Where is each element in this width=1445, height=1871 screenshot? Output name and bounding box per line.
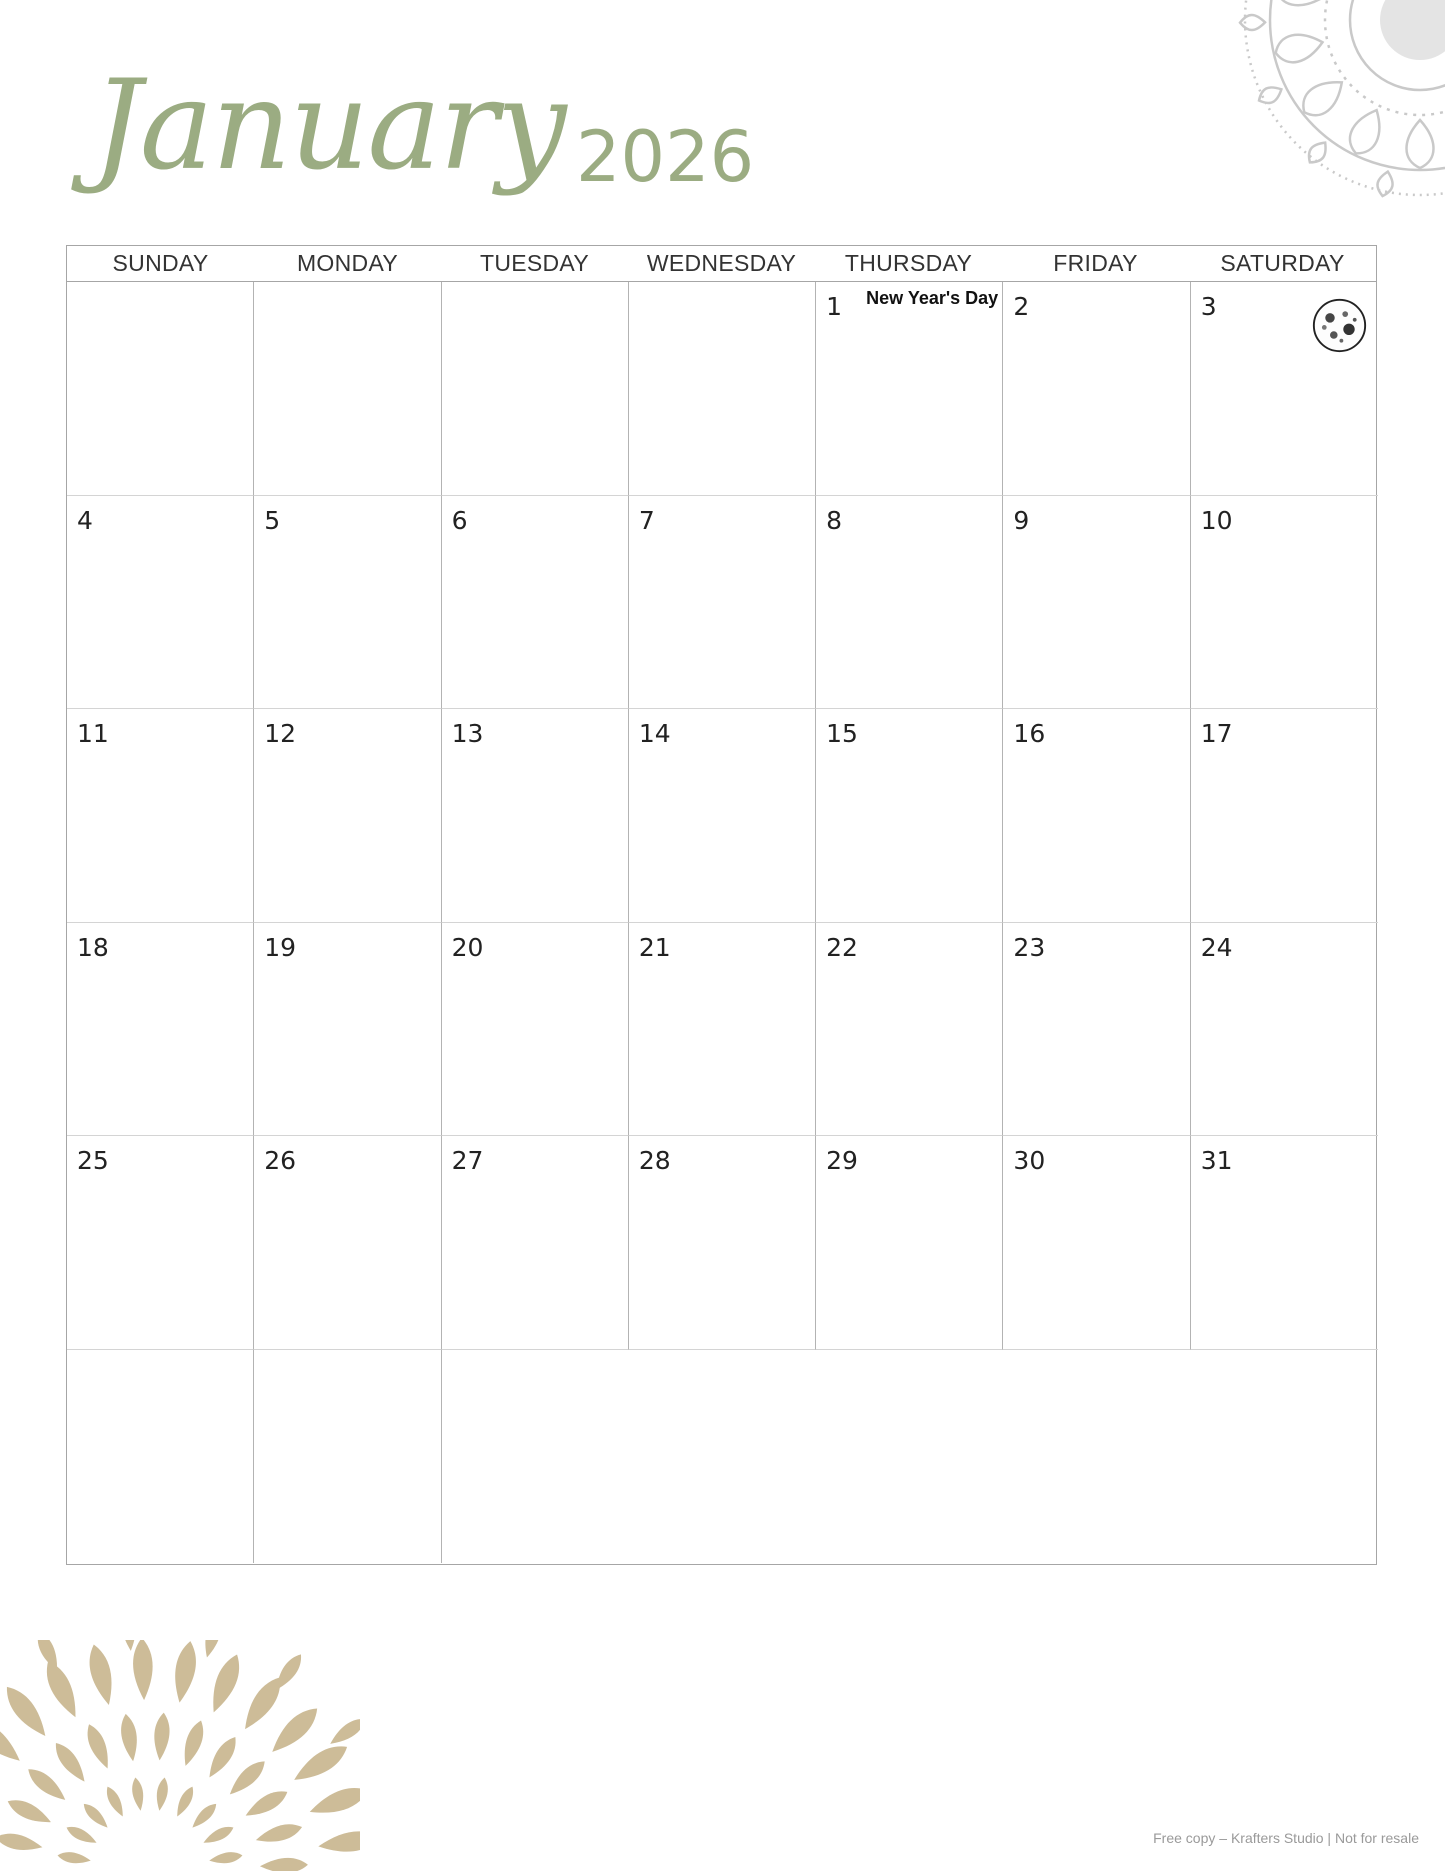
day-cell <box>442 282 629 496</box>
day-cell <box>1191 1136 1378 1350</box>
day-cell <box>1003 1136 1190 1350</box>
day-cell <box>1003 496 1190 710</box>
day-number: 10 <box>1200 505 1233 535</box>
month-title: January <box>92 54 565 198</box>
day-cell <box>1003 282 1190 496</box>
holiday-label: New Year's Day <box>866 288 999 308</box>
day-cell <box>254 709 441 923</box>
day-cell <box>67 282 254 496</box>
day-number: 20 <box>451 932 484 962</box>
day-number: 4 <box>77 505 93 535</box>
day-number: 9 <box>1013 505 1030 535</box>
day-cell <box>1191 923 1378 1137</box>
day-cell <box>629 709 816 923</box>
day-cell <box>1003 923 1190 1137</box>
day-cell <box>1003 709 1190 923</box>
petal-burst-decoration-icon <box>0 1640 360 1871</box>
day-number: 15 <box>826 719 858 748</box>
weekday-wednesday: WEDNESDAY <box>646 250 797 276</box>
empty-day-cell <box>254 1350 441 1564</box>
day-cell <box>442 709 629 923</box>
weekday-tuesday: TUESDAY <box>479 250 590 276</box>
day-cell <box>816 1136 1003 1350</box>
day-number: 2 <box>1013 292 1030 321</box>
day-number: 8 <box>826 505 843 535</box>
day-number: 7 <box>638 505 655 535</box>
day-number: 17 <box>1200 719 1233 748</box>
day-cell <box>254 496 441 710</box>
day-cell <box>816 282 1003 496</box>
day-number: 30 <box>1013 1146 1046 1175</box>
day-cell <box>816 923 1003 1137</box>
day-number: 18 <box>77 932 109 962</box>
mandala-decoration-icon <box>1170 0 1445 285</box>
day-number: 24 <box>1200 932 1233 962</box>
notes-area <box>442 1350 1378 1564</box>
day-cell <box>629 282 816 496</box>
day-number: 1 <box>826 292 843 321</box>
day-number: 6 <box>451 505 468 535</box>
day-number: 19 <box>264 932 297 962</box>
day-number: 16 <box>1013 719 1046 748</box>
day-cell <box>1191 496 1378 710</box>
day-cell <box>67 1136 254 1350</box>
empty-day-cell <box>67 1350 254 1564</box>
day-number: 21 <box>638 932 671 962</box>
day-cell <box>1191 282 1378 496</box>
day-number: 22 <box>826 932 858 962</box>
day-cell <box>629 496 816 710</box>
weekday-header-row <box>67 246 1376 282</box>
calendar-grid <box>66 245 1377 1565</box>
day-number: 31 <box>1200 1146 1233 1175</box>
day-cell <box>1191 709 1378 923</box>
weekday-saturday: SATURDAY <box>1220 250 1345 276</box>
day-cell <box>254 1136 441 1350</box>
full-moon-icon <box>1311 297 1368 354</box>
day-cell <box>442 496 629 710</box>
day-number: 3 <box>1200 292 1217 321</box>
day-number: 27 <box>451 1146 484 1175</box>
day-cell <box>254 282 441 496</box>
day-cell <box>629 1136 816 1350</box>
day-cell <box>442 923 629 1137</box>
year-title: 2026 <box>576 116 755 198</box>
day-cells <box>67 282 1376 1563</box>
day-number: 5 <box>264 505 281 535</box>
weekday-thursday: THURSDAY <box>844 250 973 276</box>
day-cell <box>67 923 254 1137</box>
day-cell <box>254 923 441 1137</box>
day-number: 23 <box>1013 932 1046 962</box>
day-cell <box>629 923 816 1137</box>
weekday-monday: MONDAY <box>296 250 399 276</box>
day-number: 26 <box>264 1146 297 1175</box>
weekday-friday: FRIDAY <box>1053 250 1138 276</box>
day-number: 25 <box>77 1146 109 1175</box>
day-number: 13 <box>451 719 484 748</box>
footer-credit: Free copy – Krafters Studio | Not for resale <box>1153 1830 1419 1846</box>
weekday-sunday: SUNDAY <box>112 250 209 276</box>
day-cell <box>67 496 254 710</box>
day-cell <box>67 709 254 923</box>
day-cell <box>816 496 1003 710</box>
day-cell <box>442 1136 629 1350</box>
day-number: 14 <box>638 719 671 748</box>
day-cell <box>816 709 1003 923</box>
day-number: 28 <box>638 1146 671 1175</box>
day-number: 11 <box>77 719 109 748</box>
day-number: 12 <box>264 719 297 748</box>
day-number: 29 <box>826 1146 858 1175</box>
